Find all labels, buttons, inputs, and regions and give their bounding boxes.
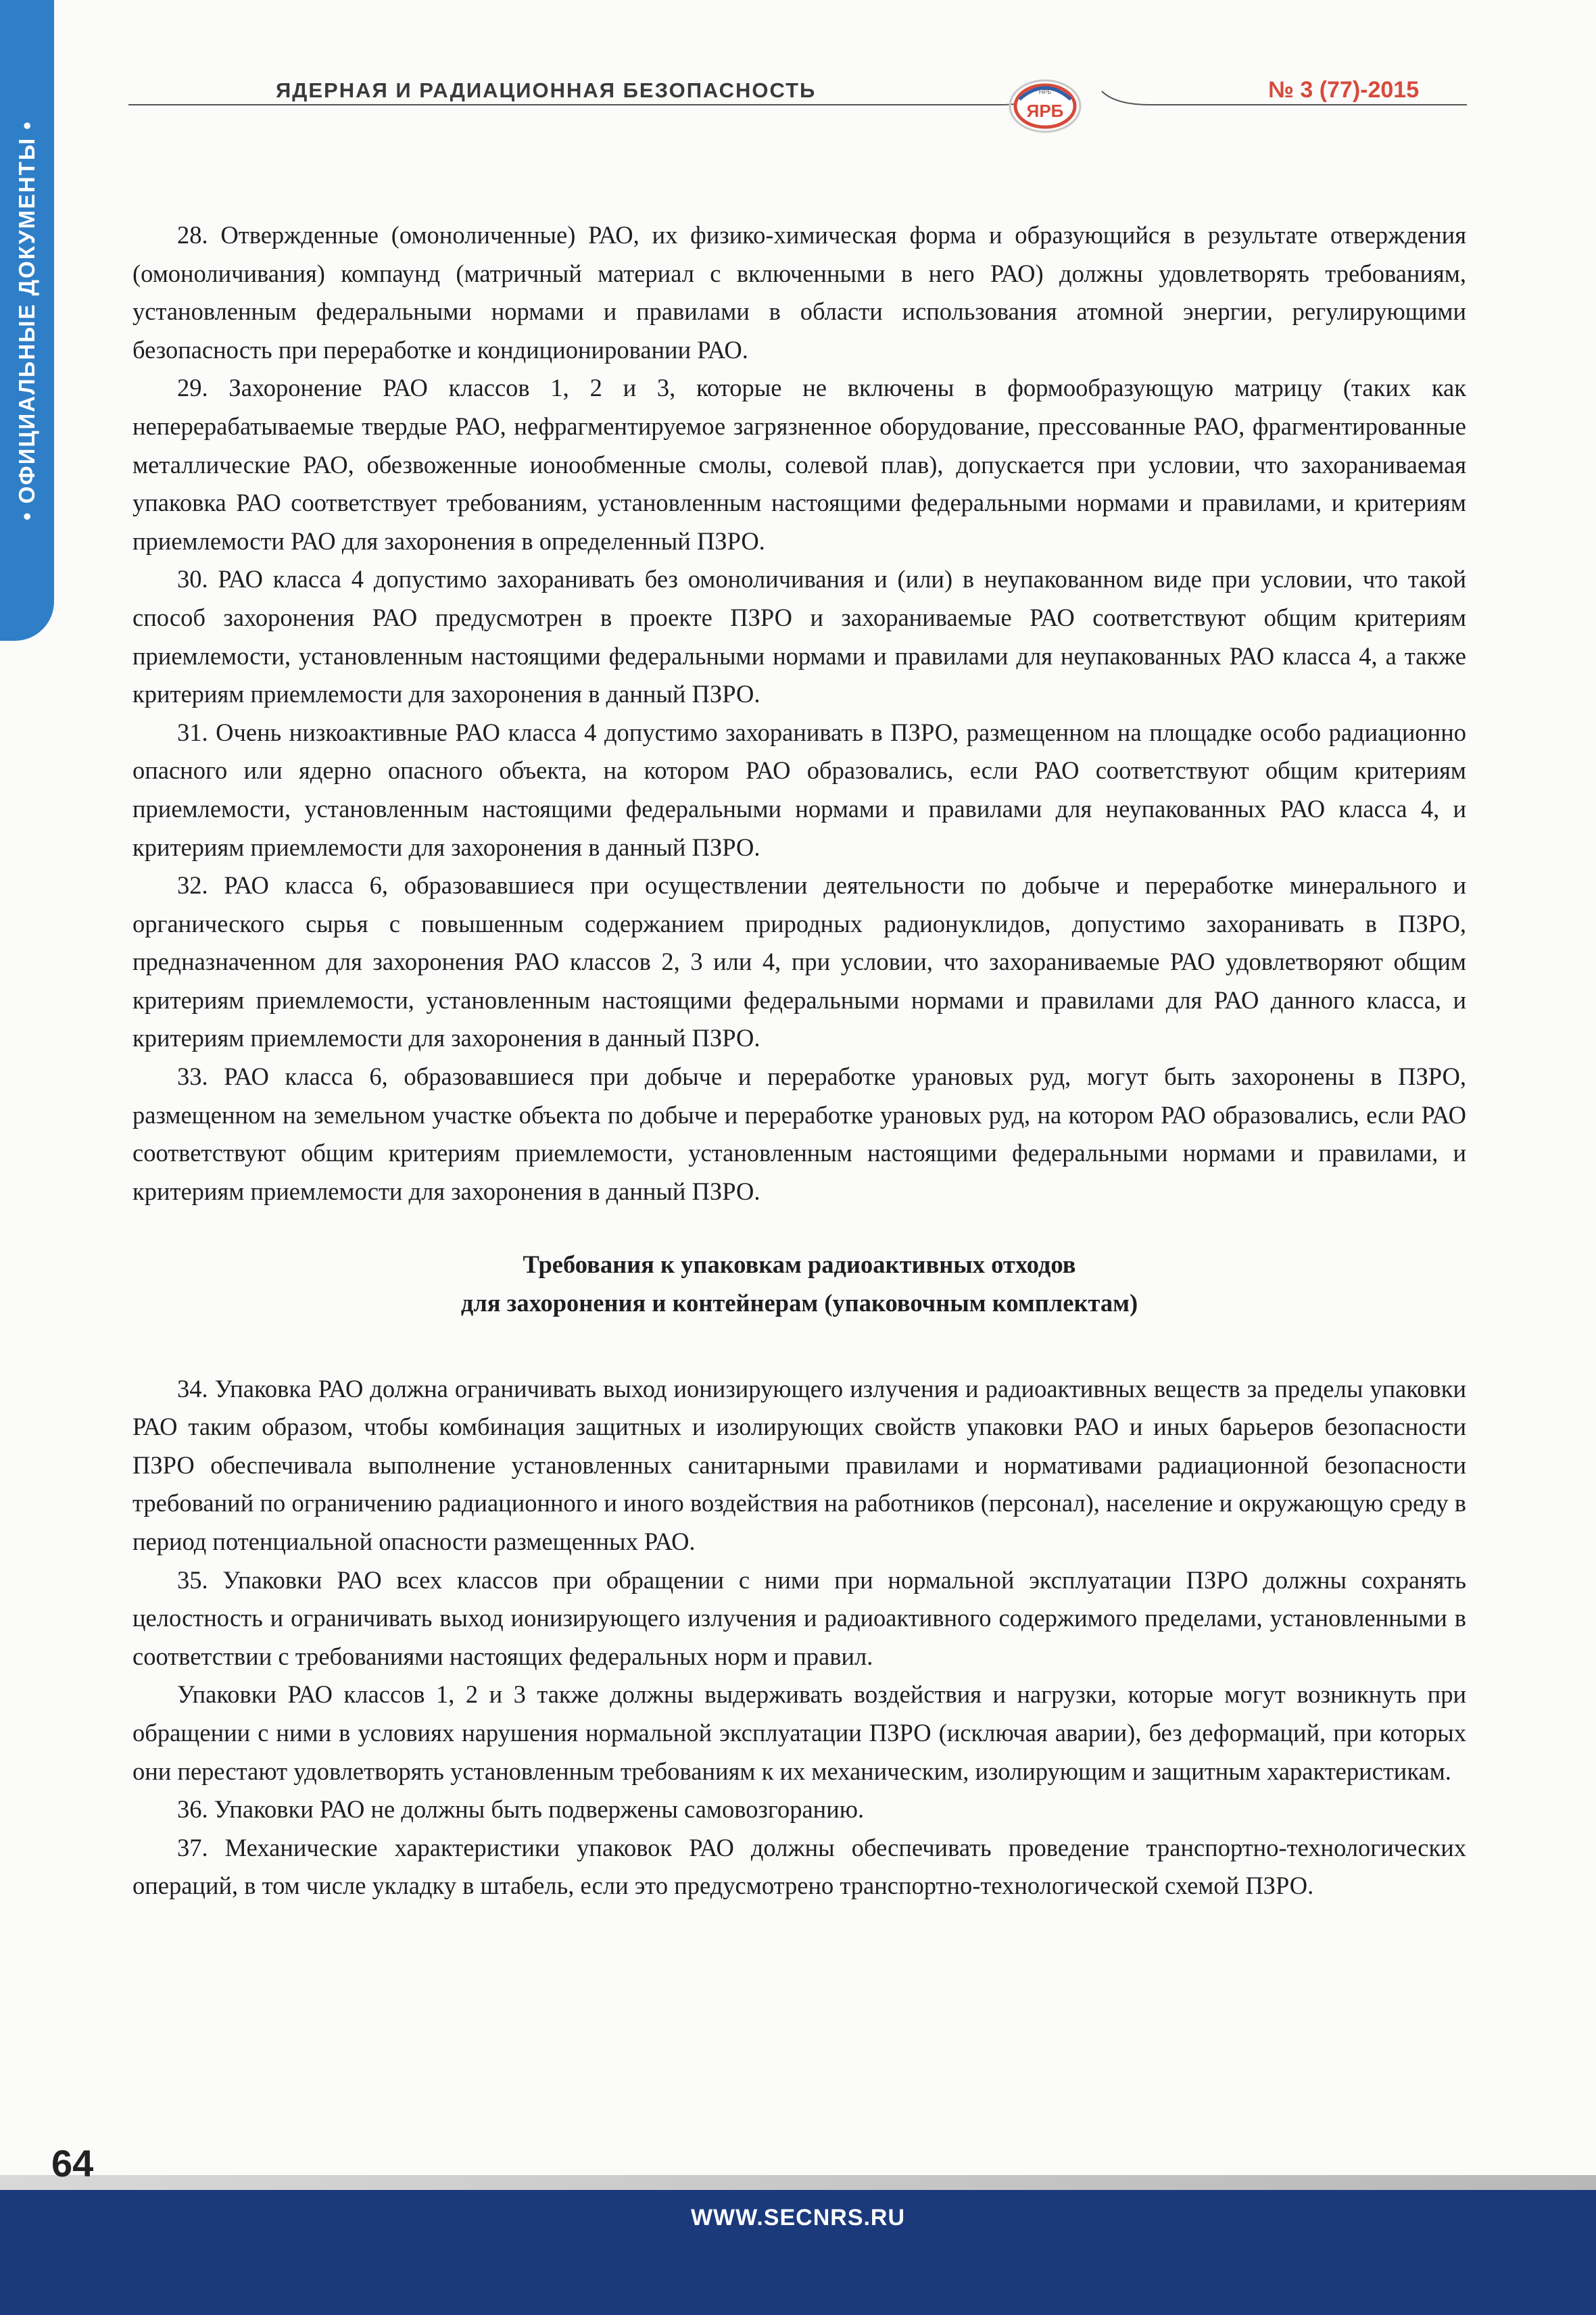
paragraph-30: 30. РАО класса 4 допустимо захоранивать без омоноличивания и (или) в неупакованном виде при условии, что такой способ захоронения РАО предусмотрен в проекте ПЗРО и захораниваемые РАО соответствуют общим критериям приемлемости, установленным настоящими федеральными нормами и правилами для неупакованных РАО класса 4, а также критериям приемлемости для захоронения в данный ПЗРО. — [132, 565, 1466, 708]
footer-gray-band — [0, 2175, 1596, 2190]
logo-small-text: НРБ — [1038, 89, 1052, 95]
paragraph-32: 32. РАО класса 6, образовавшиеся при осуществлении деятельности по добыче и переработке минерального и органического сырья с повышенным содержанием природных радионуклидов, допустимо захоранивать в ПЗРО, предназначенном для захоронения РАО классов 2, 3 или 4, при условии, что захораниваемые РАО удовлетворяют общим критериям приемлемости, установленным настоящими федеральными нормами и правилами для РАО данного класса, и критериям приемлемости для захоронения в данный ПЗРО. — [132, 871, 1466, 1052]
logo-text: ЯРБ — [1026, 101, 1064, 121]
section-heading — [132, 1246, 1466, 1322]
paragraph-35-continued: Упаковки РАО классов 1, 2 и 3 также должны выдерживать воздействия и нагрузки, которые могут возникнуть при обращении с ними в условиях нарушения нормальной эксплуатации ПЗРО (исключая аварии), без деформаций, при которых они перестают удовлетворять установленным требованиям к их механическим, изолирующим и защитным характеристикам. — [132, 1680, 1466, 1785]
paragraph-28: 28. Отвержденные (омоноличенные) РАО, их физико-химическая форма и образующийся в результате отверждения (омоноличивания) компаунд (матричный материал с включенными в него РАО) должны удовлетворять требованиям, установленным федеральными нормами и правилами в области использования атомной энергии, регулирующими безопасность при переработке и кондиционировании РАО. — [132, 221, 1466, 364]
article-body — [132, 216, 1466, 1905]
website-link[interactable]: WWW.SECNRS.RU — [690, 2205, 906, 2231]
section-side-tab-label: • ОФИЦИАЛЬНЫЕ ДОКУМЕНТЫ • — [14, 120, 39, 520]
paragraph-34: 34. Упаковка РАО должна ограничивать выход ионизирующего излучения и радиоактивных веществ за пределы упаковки РАО таким образом, чтобы комбинация защитных и изолирующих свойств упаковки РАО и иных барьеров безопасности ПЗРО обеспечивала выполнение установленных санитарными правилами и нормативами радиационной безопасности требований по ограничению радиационного и иного воздействия на работников (персонал), население и окружающую среду в период потенциальной опасности размещенных РАО. — [132, 1374, 1466, 1555]
section-side-tab — [0, 0, 54, 641]
paragraph-29: 29. Захоронение РАО классов 1, 2 и 3, которые не включены в формообразующую матрицу (таких как неперерабатываемые твердые РАО, нефрагментируемое загрязненное оборудование, прессованные РАО, фрагментированные металлические РАО, обезвоженные ионообменные смолы, солевой плав), допускается при условии, что захораниваемая упаковка РАО соответствует требованиям, установленным настоящими федеральными нормами и правилами, и критериям приемлемости РАО для захоронения в определенный ПЗРО. — [132, 374, 1466, 555]
paragraph-35: 35. Упаковки РАО всех классов при обращении с ними при нормальной эксплуатации ПЗРО должны сохранять целостность и ограничивать выход ионизирующего излучения и радиоактивного содержимого пределами, установленными в соответствии с требованиями настоящих федеральных норм и правил. — [132, 1565, 1466, 1670]
paragraph-36: 36. Упаковки РАО не должны быть подвержены самовозгоранию. — [177, 1795, 865, 1824]
page-number: 64 — [51, 2142, 94, 2185]
paragraph-37: 37. Механические характеристики упаковок РАО должны обеспечивать проведение транспортно-технологических операций, в том числе укладку в штабель, если это предусмотрено транспортно-технологической схемой ПЗРО. — [132, 1833, 1466, 1900]
paragraph-33: 33. РАО класса 6, образовавшиеся при добыче и переработке урановых руд, могут быть захоронены в ПЗРО, размещенном на земельном участке объекта по добыче и переработке урановых руд, на котором РАО образовались, если РАО соответствуют общим критериям приемлемости, установленным настоящими федеральными нормами и правилами, и критериям приемлемости для захоронения в данный ПЗРО. — [132, 1063, 1466, 1205]
paragraph-31: 31. Очень низкоактивные РАО класса 4 допустимо захоранивать в ПЗРО, размещенном на площадке особо радиационно опасного или ядерно опасного объекта, на котором РАО образовались, если РАО соответствуют общим критериям приемлемости, установленным настоящими федеральными нормами и правилами для неупакованных РАО класса 4, и критериям приемлемости для захоронения в данный ПЗРО. — [132, 718, 1466, 861]
issue-number: № 3 (77)-2015 — [1268, 77, 1420, 103]
section-heading-line-2: для захоронения и контейнерам (упаковочным комплектам) — [460, 1289, 1138, 1317]
journal-title: ЯДЕРНАЯ И РАДИАЦИОННАЯ БЕЗОПАСНОСТЬ — [276, 78, 817, 102]
journal-logo-icon — [1005, 64, 1086, 139]
section-heading-line-1: Требования к упаковкам радиоактивных отходов — [523, 1250, 1076, 1279]
